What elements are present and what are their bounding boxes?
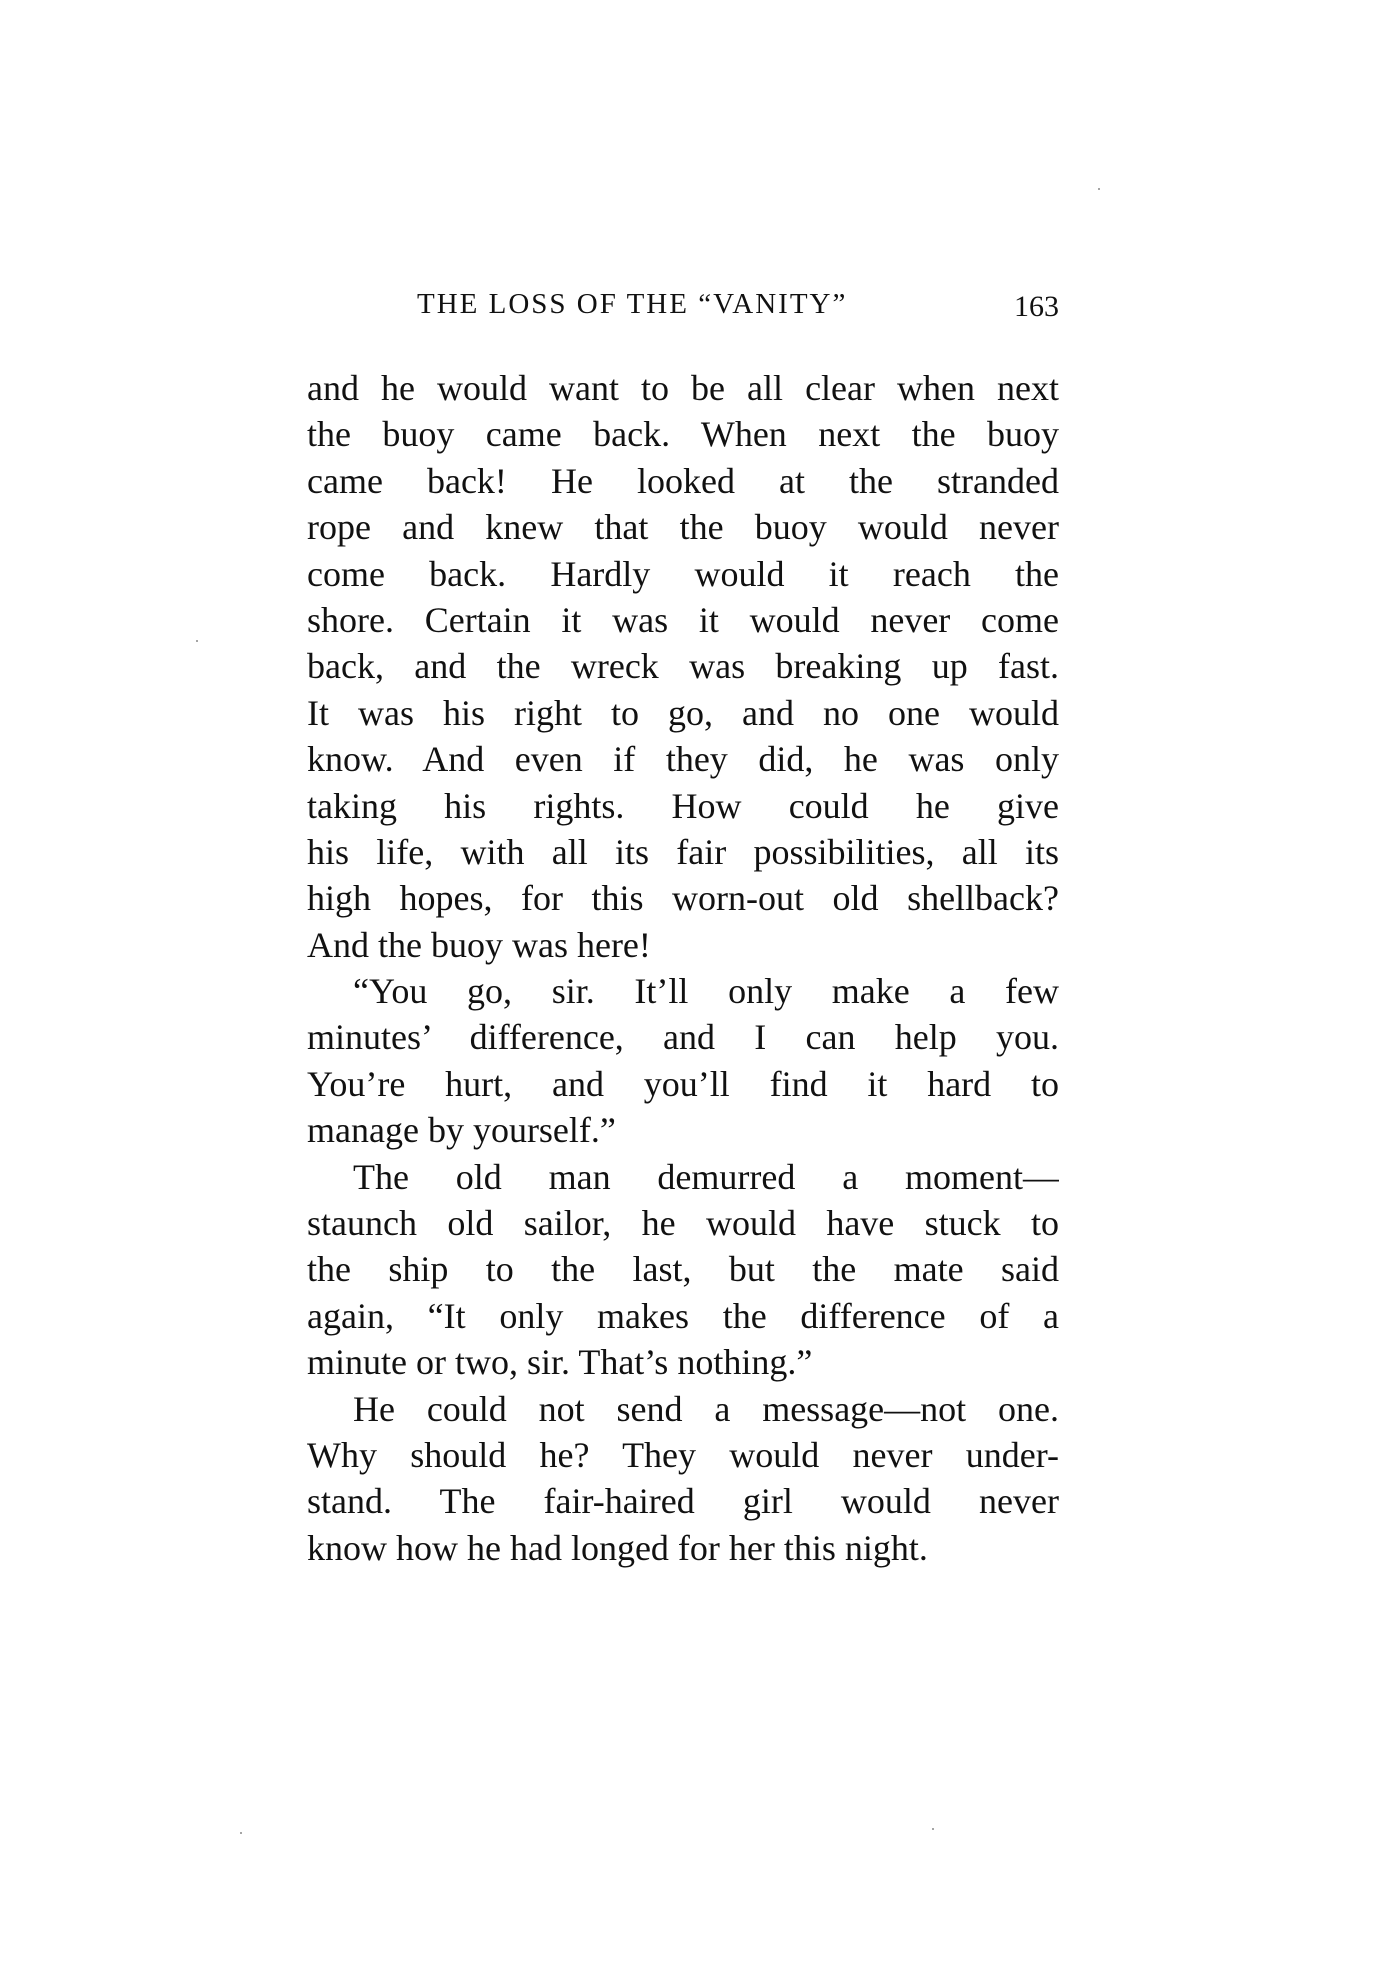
scan-speck xyxy=(932,1828,934,1830)
text-line: and he would want to be all clear when next xyxy=(307,368,1059,408)
text-line: again, “It only makes the difference of a xyxy=(307,1295,1059,1336)
text-line: stand. The fair-haired girl would never xyxy=(307,1481,1059,1522)
text-line: You’re hurt, and you’ll find it hard to xyxy=(307,1063,1059,1104)
text-line: come back. Hardly would it reach the xyxy=(307,553,1059,594)
running-title: THE LOSS OF THE “VANITY” xyxy=(417,288,848,320)
text-line: rope and knew that the buoy would never xyxy=(307,507,1059,548)
text-line: his life, with all its fair possibilities, all its xyxy=(307,831,1059,872)
scan-speck xyxy=(240,1832,242,1834)
text-line: the buoy came back. When next the buoy xyxy=(307,414,1059,455)
text-line: back, and the wreck was breaking up fast. xyxy=(307,646,1059,687)
text-line: “You go, sir. It’ll only make a few xyxy=(353,971,1059,1012)
text-line: It was his right to go, and no one would xyxy=(307,692,1059,733)
scan-speck xyxy=(1098,188,1100,190)
text-line: know. And even if they did, he was only xyxy=(307,739,1059,780)
page-number: 163 xyxy=(1014,290,1059,323)
text-line: minute or two, sir. That’s nothing.” xyxy=(307,1342,813,1383)
running-head xyxy=(307,288,1059,328)
text-line: taking his rights. How could he give xyxy=(307,785,1059,826)
text-line: The old man demurred a moment— xyxy=(353,1156,1059,1197)
text-line: He could not send a message—not one. xyxy=(353,1388,1059,1429)
body-text xyxy=(307,365,1059,1571)
text-line: minutes’ difference, and I can help you. xyxy=(307,1017,1059,1058)
text-line: the ship to the last, but the mate said xyxy=(307,1249,1059,1290)
text-line: came back! He looked at the stranded xyxy=(307,460,1059,501)
text-line: staunch old sailor, he would have stuck to xyxy=(307,1203,1059,1244)
text-line: Why should he? They would never under- xyxy=(307,1434,1059,1475)
text-line: And the buoy was here! xyxy=(307,924,651,965)
text-line: high hopes, for this worn-out old shellback? xyxy=(307,878,1059,919)
text-line: know how he had longed for her this night. xyxy=(307,1527,928,1568)
text-line: shore. Certain it was it would never come xyxy=(307,599,1059,640)
text-line: manage by yourself.” xyxy=(307,1110,616,1151)
scan-speck xyxy=(196,640,198,642)
